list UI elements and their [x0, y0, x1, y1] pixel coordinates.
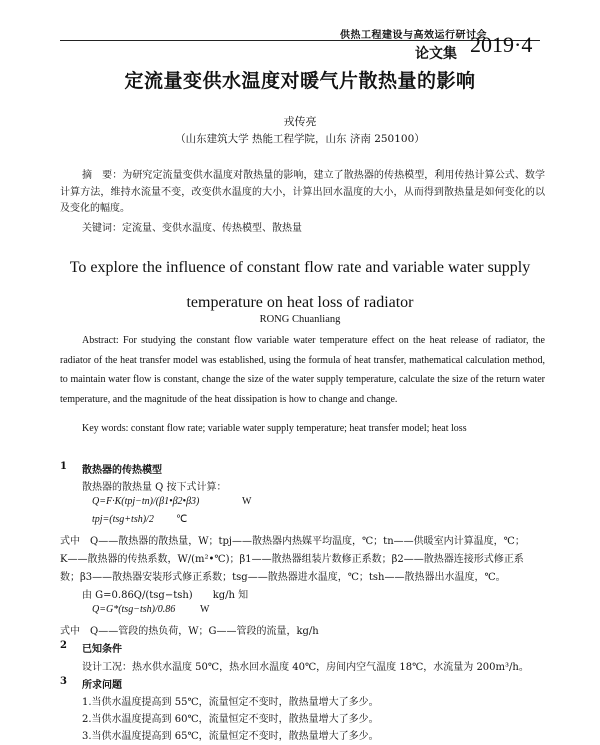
affiliation-chinese: （山东建筑大学 热能工程学院，山东 济南 250100）: [175, 133, 425, 145]
definitions-line2: K——散热器的传热系数，W/(m²•℃)；β1——散热器组装片数修正系数；β2——散热器连接形式修正系: [60, 554, 524, 565]
keywords-chinese: 关键词：定流量、变供水温度、传热模型、散热量: [82, 223, 302, 234]
equation-2-unit: ℃: [176, 514, 188, 525]
section-label: 论文集: [415, 46, 457, 62]
title-chinese: 定流量变供水温度对暖气片散热量的影响: [124, 70, 476, 92]
section3-number: 3: [60, 676, 67, 687]
section1-intro: 散热器的散热量 Q 按下式计算：: [82, 482, 227, 493]
author-chinese: 戎传亮: [283, 115, 317, 128]
list-item: 2.当供水温度提高到 60℃，流量恒定不变时，散热量增大了多少。: [82, 714, 379, 725]
section3-title: 所求问题: [82, 680, 122, 691]
definitions-line4: 式中 Q——管段的热负荷，W；G——管段的流量，kg/h: [60, 626, 319, 637]
keywords-english: Key words: constant flow rate; variable water supply temperature; heat transfer model; heat loss: [82, 423, 467, 434]
title-english-line2: temperature on heat loss of radiator: [186, 294, 414, 311]
equation-2: tpj=(tsg+tsh)/2: [92, 514, 154, 525]
equation-4: Q=G*(tsg−tsh)/0.86: [92, 604, 176, 615]
equation-1: Q=F·K(tpj−tn)/(β1•β2•β3): [92, 496, 200, 507]
abstract-english: Abstract: For studying the constant flow variable water temperature effect on the heat release of radiator, the radiator of the heat transfer model was established, using the formula of heat transfer, mathematical calculation method, to maintain water flow is constant, change the size of the water supply temperature, calculate the size of the return water temperature, and the magnitude of the heat dissipation is how to change and change.: [60, 335, 545, 405]
section1-title: 散热器的传热模型: [82, 465, 162, 476]
issue-number: 2019·4: [470, 32, 533, 57]
section2-body: 设计工况：热水供水温度 50℃，热水回水温度 40℃，房间内空气温度 18℃，水流量为 200m³/h。: [82, 662, 529, 673]
list-item: 3.当供水温度提高到 65℃，流量恒定不变时，散热量增大了多少。: [82, 731, 379, 742]
equation-4-unit: W: [200, 604, 210, 615]
section2-number: 2: [60, 640, 67, 651]
section2-title: 已知条件: [82, 644, 122, 655]
author-english: RONG Chuanliang: [259, 314, 341, 325]
equation-1-unit: W: [242, 496, 252, 507]
section1-number: 1: [60, 461, 67, 472]
definitions-line3: 数；β3——散热器安装形式修正系数；tsg——散热器进水温度，℃；tsh——散热器出水温度，℃。: [60, 572, 506, 583]
list-item: 1.当供水温度提高到 55℃，流量恒定不变时，散热量增大了多少。: [82, 697, 379, 708]
title-english-line1: To explore the influence of constant flow rate and variable water supply: [69, 259, 531, 276]
abstract-chinese: 摘 要：为研究定流量变供水温度对散热量的影响，建立了散热器的传热模型，利用传热计算公式、数学计算方法，维持水流量不变，改变供水温度的大小，计算出回水温度的大小，从而得到散热量是如何变化的以及变化的幅度。: [60, 170, 545, 214]
definitions-line1: 式中 Q——散热器的散热量，W；tpj——散热器内热媒平均温度，℃；tn——供暖室内计算温度，℃；: [60, 536, 525, 547]
equation-3: 由 G=0.86Q/(tsg−tsh) kg/h 知: [82, 590, 249, 601]
header-rule: [60, 40, 540, 41]
journal-name: 供热工程建设与高效运行研讨会: [340, 30, 487, 41]
